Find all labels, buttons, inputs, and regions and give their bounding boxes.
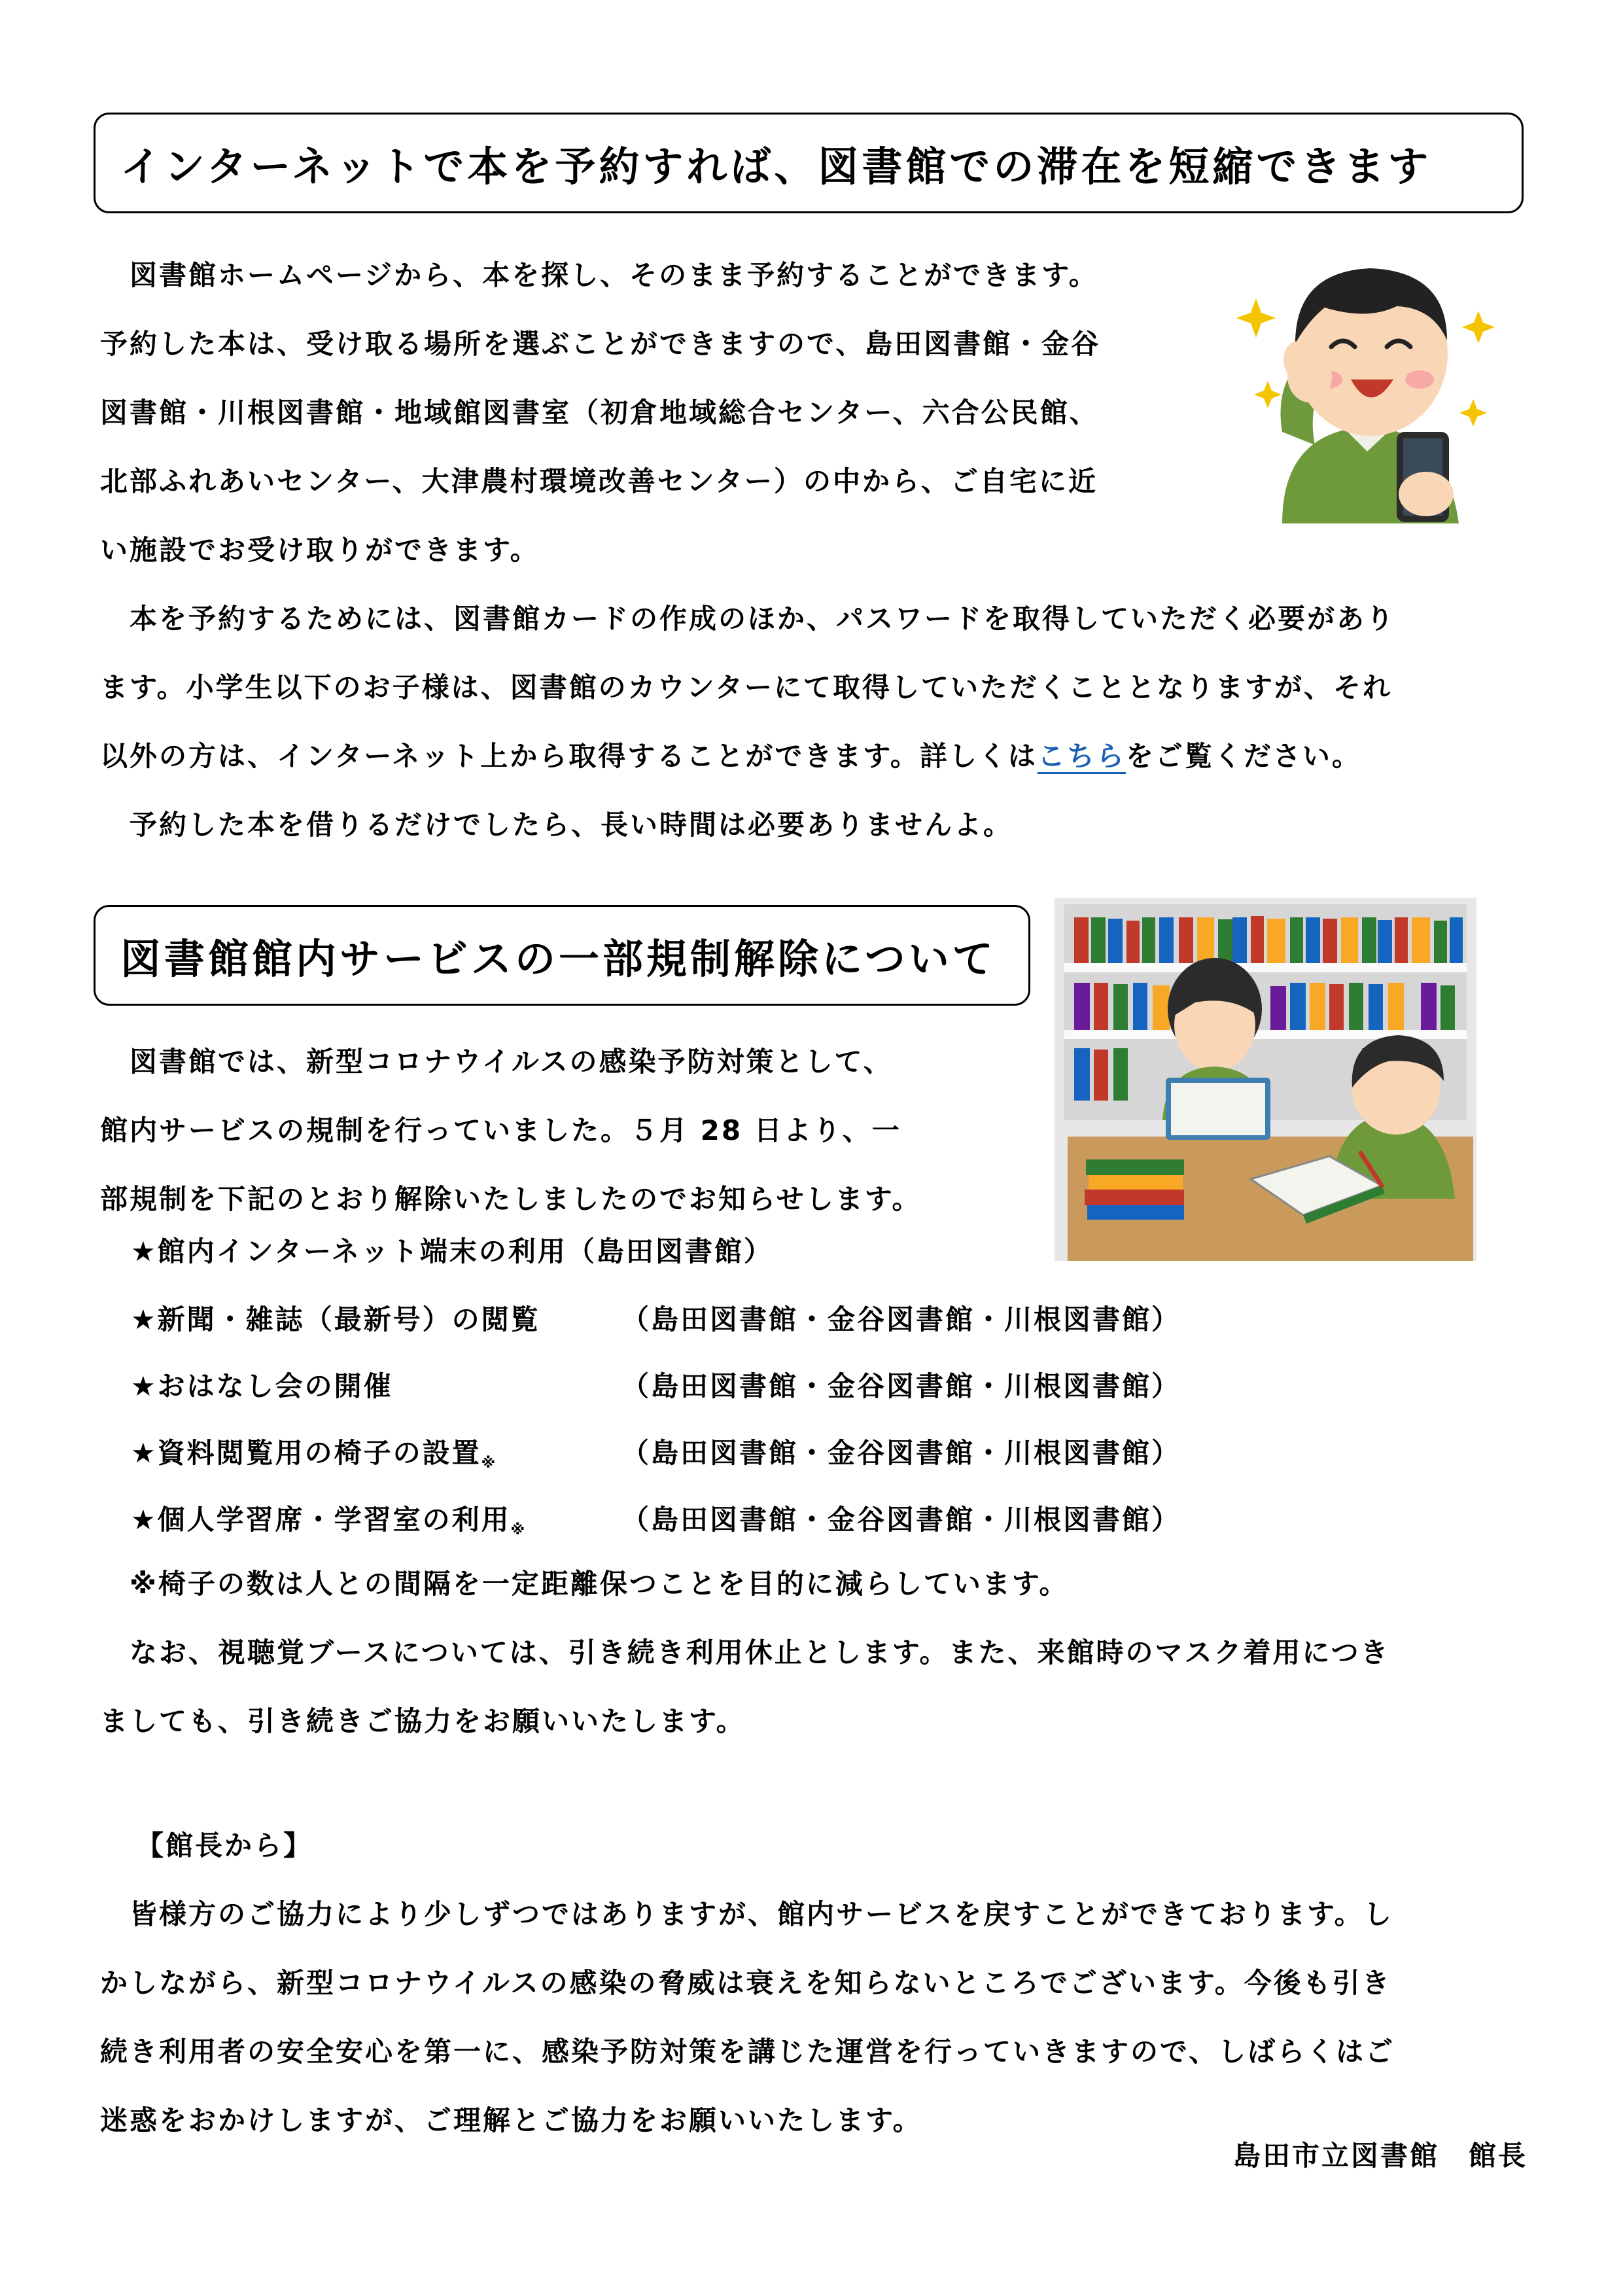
section2-line: 館内サービスの規制を行っていました。５月 28 日より、一 <box>100 1114 901 1146</box>
section2-line: 図書館では、新型コロナウイルスの感染予防対策として、 <box>100 1046 893 1078</box>
section2-heading <box>94 905 1030 1006</box>
section1-line: 予約した本は、受け取る場所を選ぶことができますので、島田図書館・金谷 <box>100 328 1101 360</box>
director-message-line: 迷惑をおかけしますが、ご理解とご協力をお願いいたします。 <box>100 2104 922 2136</box>
section2-closing-line: ましても、引き続きご協力をお願いいたします。 <box>100 1705 746 1737</box>
director-message-line: かしながら、新型コロナウイルスの感染の脅威は衰えを知らないところでございます。今後も引き <box>100 1967 1391 1999</box>
list-item-storytime <box>131 1365 393 1404</box>
section1-line-8 <box>100 722 1395 790</box>
section1-line: ます。小学生以下のお子様は、図書館のカウンターにて取得していただくこととなりますが、それ <box>100 671 1392 703</box>
boy-with-phone-illustration <box>1236 236 1498 523</box>
list-item-label: ★新聞・雑誌（最新号）の閲覧 <box>131 1303 540 1335</box>
list-item-internet-terminal <box>131 1230 773 1269</box>
section1-heading-text: インターネットで本を予約すれば、図書館での滞在を短縮できます <box>120 142 1432 190</box>
list-item-location: （島田図書館・金谷図書館・川根図書館） <box>621 1370 1181 1402</box>
section1-heading <box>94 113 1524 213</box>
list-item-location: （島田図書館・金谷図書館・川根図書館） <box>621 1504 1181 1536</box>
section1-line: 北部ふれあいセンター、大津農村環境改善センター）の中から、ご自宅に近 <box>100 465 1098 497</box>
list-item-newspapers <box>131 1298 540 1337</box>
list-item-label: ★おはなし会の開催 <box>131 1370 393 1402</box>
section2-line: 部規制を下記のとおり解除いたしましたのでお知らせします。 <box>100 1183 922 1215</box>
director-message-wrap <box>100 1811 1395 2155</box>
section1-line-8-before: 以外の方は、インターネット上から取得することができます。詳しくは <box>100 740 1038 772</box>
section1-line: 図書館・川根図書館・地域館図書室（初倉地域総合センター、六合公民館、 <box>100 397 1099 429</box>
details-link[interactable]: こちら <box>1037 740 1126 772</box>
library-study-illustration <box>1055 898 1476 1261</box>
list-item-study-seats <box>131 1498 525 1538</box>
list-item-chairs <box>131 1432 495 1472</box>
note-mark: ※ <box>510 1522 525 1538</box>
section1-line: 本を予約するためには、図書館カードの作成のほか、パスワードを取得していただく必要があり <box>100 603 1396 635</box>
section2-heading-text: 図書館館内サービスの一部規制解除について <box>120 934 996 983</box>
director-message-line: 続き利用者の安全安心を第一に、感染予防対策を講じた運営を行っていきますので、しばらくはご <box>100 2036 1395 2068</box>
section1-line: 予約した本を借りるだけでしたら、長い時間は必要ありませんよ。 <box>100 809 1013 841</box>
note-mark: ※ <box>481 1455 496 1472</box>
list-item-label: ★資料閲覧用の椅子の設置 <box>131 1437 481 1469</box>
section2-closing-line: なお、視聴覚ブースについては、引き続き利用休止とします。また、来館時のマスク着用につき <box>100 1636 1390 1669</box>
book-stack <box>1085 1159 1184 1220</box>
section2-intro-wrap <box>100 1027 921 1233</box>
section1-body-wrap <box>100 241 1395 859</box>
list-item-location: （島田図書館・金谷図書館・川根図書館） <box>621 1437 1181 1469</box>
chair-note: ※椅子の数は人との間隔を一定距離保つことを目的に減らしています。 <box>100 1568 1069 1600</box>
section1-line: い施設でお受け取りができます。 <box>100 534 540 566</box>
section2-closing-wrap <box>100 1549 1390 1756</box>
list-item-label: ★館内インターネット端末の利用（島田図書館） <box>131 1235 773 1267</box>
list-item-label: ★個人学習席・学習室の利用 <box>131 1504 511 1536</box>
list-item-location: （島田図書館・金谷図書館・川根図書館） <box>621 1303 1181 1335</box>
section1-line-8-after: をご覧ください。 <box>1125 740 1361 772</box>
director-message-line: 皆様方のご協力により少しずつではありますが、館内サービスを戻すことができております。し <box>100 1898 1393 1930</box>
signature: 島田市立図書館 館長 <box>1232 2140 1527 2172</box>
section1-line: 図書館ホームページから、本を探し、そのまま予約することができます。 <box>100 259 1098 291</box>
director-message-title: 【館長から】 <box>136 1829 313 1862</box>
